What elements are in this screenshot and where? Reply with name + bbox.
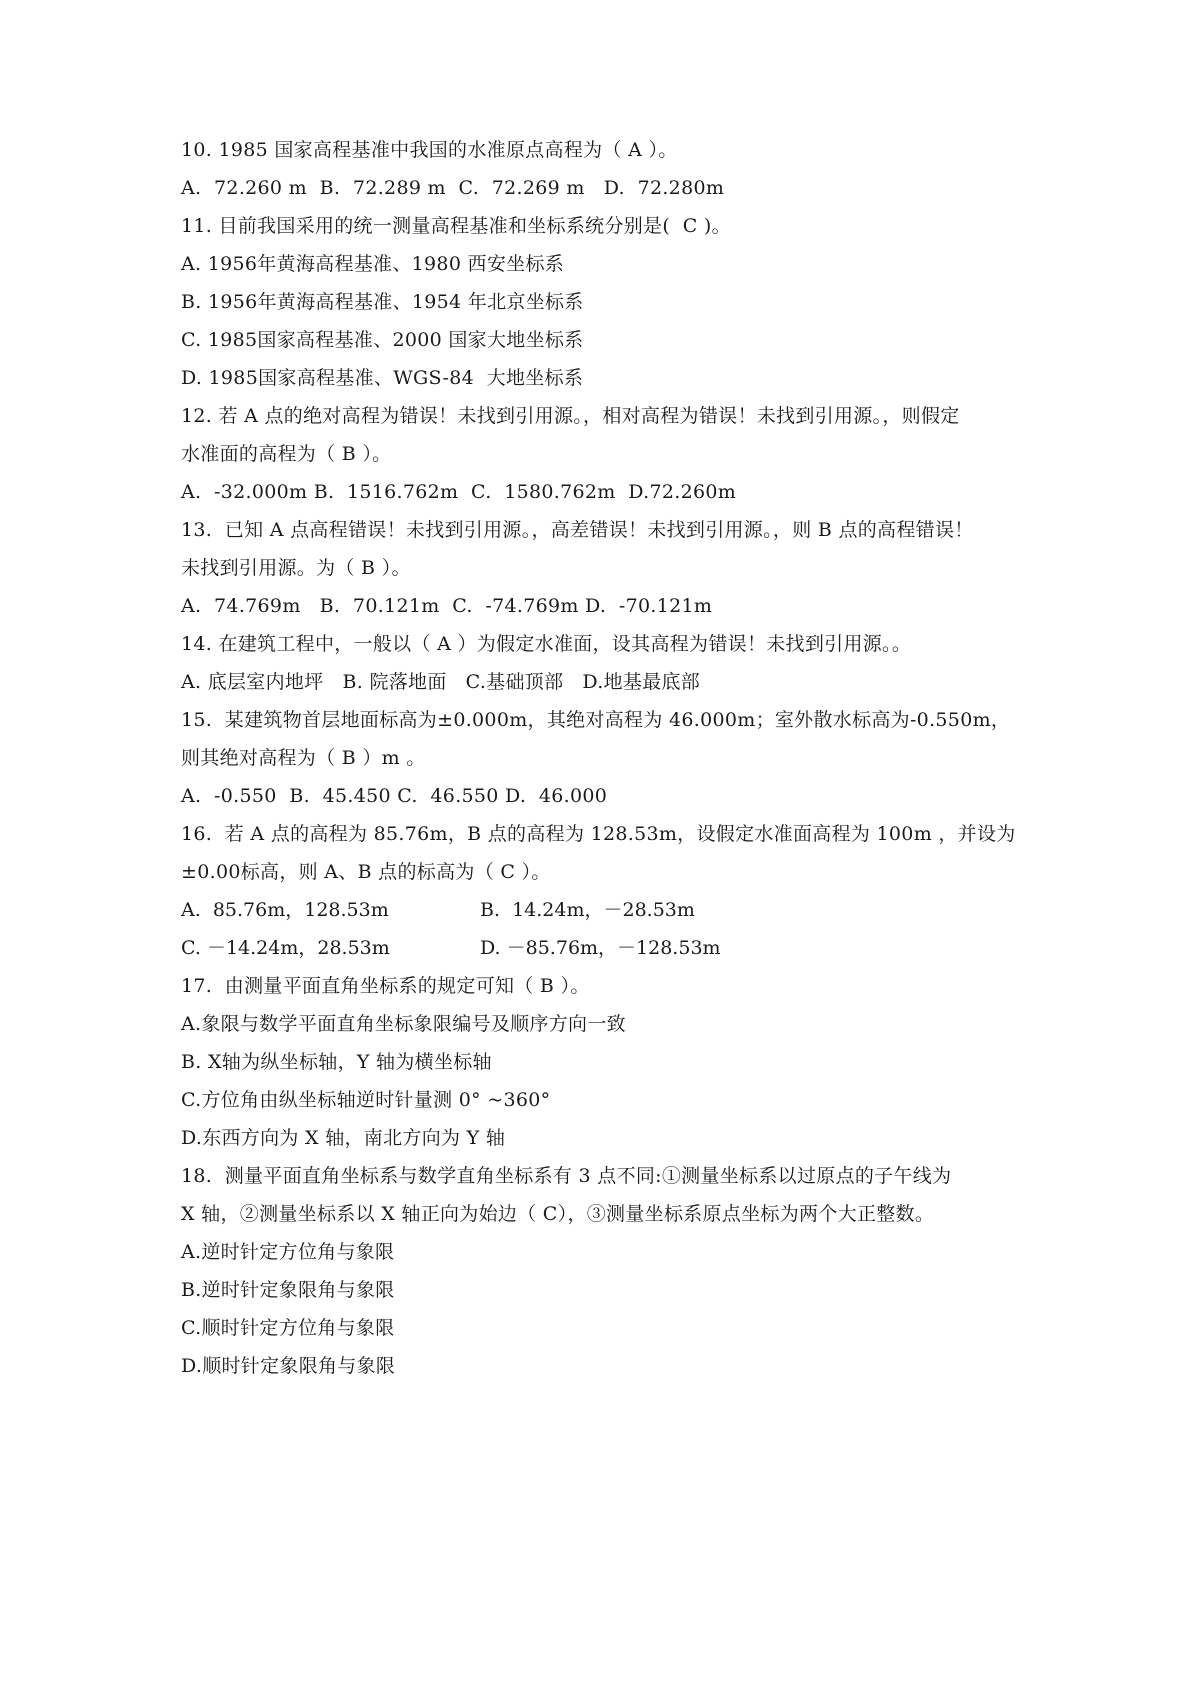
q17-question: 17. 由测量平面直角坐标系的规定可知（ B ）。 — [181, 975, 590, 997]
q18-option-d: D.顺时针定象限角与象限 — [181, 1355, 396, 1377]
q16-question-line1: 16. 若 A 点的高程为 85.76m，B 点的高程为 128.53m，设假定水准面高程为 100m ，并设为 — [181, 823, 1016, 845]
q16-option-d: D. －85.76m，－128.53m — [480, 937, 721, 959]
q18-option-b: B.逆时针定象限角与象限 — [181, 1279, 395, 1301]
q12-options: A. -32.000m B. 1516.762m C. 1580.762m D.72.260m — [181, 481, 737, 503]
q10-question: 10. 1985 国家高程基准中我国的水准原点高程为（ A ）。 — [181, 139, 678, 161]
q16-option-c: C. －14.24m，28.53m — [181, 937, 390, 959]
q18-question-line1: 18. 测量平面直角坐标系与数学直角坐标系有 3 点不同:①测量坐标系以过原点的子午线为 — [181, 1165, 952, 1187]
q12-question-line2: 水准面的高程为（ B ）。 — [181, 443, 392, 465]
q16-option-a: A. 85.76m，128.53m — [181, 899, 389, 921]
q18-option-c: C.顺时针定方位角与象限 — [181, 1317, 395, 1339]
q16-question-line2: ±0.00标高，则 A、B 点的标高为（ C ）。 — [181, 861, 551, 883]
q10-options: A. 72.260 m B. 72.289 m C. 72.269 m D. 72.280m — [181, 177, 725, 199]
q13-options: A. 74.769m B. 70.121m C. -74.769m D. -70.121m — [181, 595, 713, 617]
q12-question-line1: 12. 若 A 点的绝对高程为错误！未找到引用源。，相对高程为错误！未找到引用源。，则假定 — [181, 405, 960, 427]
q18-question-line2: X 轴，②测量坐标系以 X 轴正向为始边（ C），③测量坐标系原点坐标为两个大正整数。 — [181, 1203, 935, 1225]
q11-option-b: B. 1956年黄海高程基准、1954 年北京坐标系 — [181, 291, 584, 313]
q11-question: 11. 目前我国采用的统一测量高程基准和坐标系统分别是( C )。 — [181, 215, 731, 237]
q14-options: A. 底层室内地坪 B. 院落地面 C.基础顶部 D.地基最底部 — [181, 671, 701, 693]
q17-option-b: B. X轴为纵坐标轴，Y 轴为横坐标轴 — [181, 1051, 492, 1073]
q15-question-line2: 则其绝对高程为（ B ）m 。 — [181, 747, 426, 769]
q11-option-a: A. 1956年黄海高程基准、1980 西安坐标系 — [181, 253, 565, 275]
q17-option-d: D.东西方向为 X 轴，南北方向为 Y 轴 — [181, 1127, 506, 1149]
q15-options: A. -0.550 B. 45.450 C. 46.550 D. 46.000 — [181, 785, 608, 807]
q18-option-a: A.逆时针定方位角与象限 — [181, 1241, 395, 1263]
q13-question-line2: 未找到引用源。为（ B ）。 — [181, 557, 411, 579]
q16-option-b: B. 14.24m，－28.53m — [480, 899, 695, 921]
q17-option-c: C.方位角由纵坐标轴逆时针量测 0° ~360° — [181, 1089, 551, 1111]
q17-option-a: A.象限与数学平面直角坐标象限编号及顺序方向一致 — [181, 1013, 626, 1035]
q11-option-d: D. 1985国家高程基准、WGS-84 大地坐标系 — [181, 367, 584, 389]
q14-question: 14. 在建筑工程中，一般以（ A ）为假定水准面，设其高程为错误！未找到引用源。。 — [181, 633, 912, 655]
q13-question-line1: 13. 已知 A 点高程错误！未找到引用源。，高差错误！未找到引用源。，则 B 点的高程错误！ — [181, 519, 974, 541]
q11-option-c: C. 1985国家高程基准、2000 国家大地坐标系 — [181, 329, 584, 351]
q15-question-line1: 15. 某建筑物首层地面标高为±0.000m，其绝对高程为 46.000m；室外散水标高为-0.550m， — [181, 709, 1011, 731]
